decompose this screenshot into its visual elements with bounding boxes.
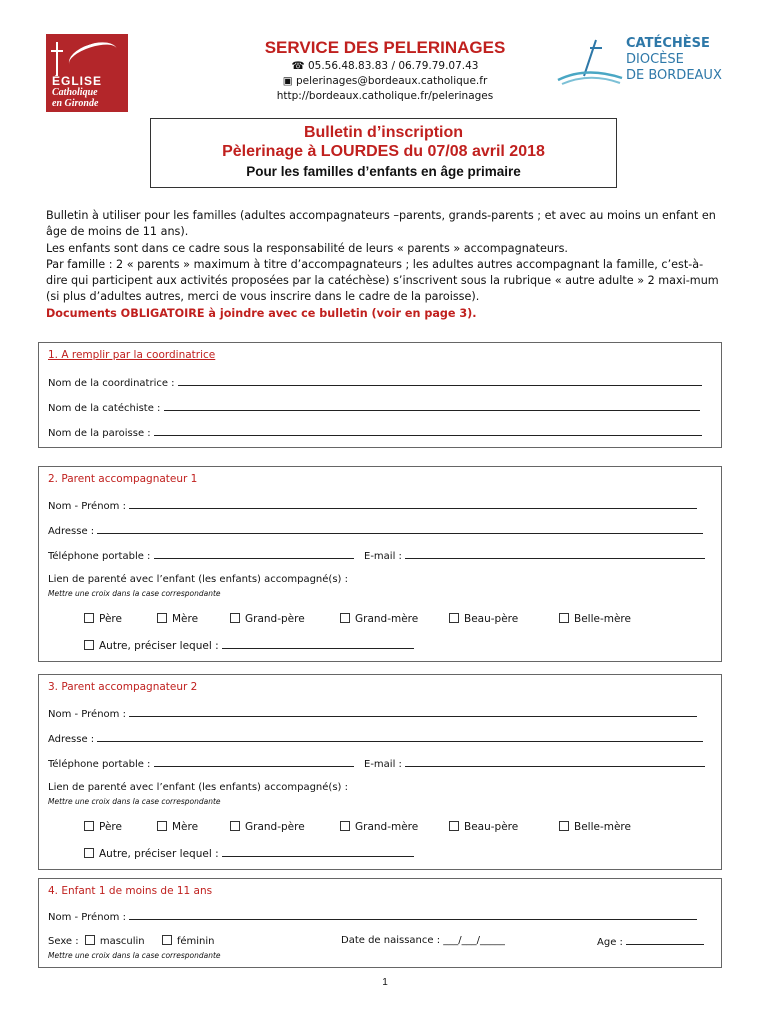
intro-p2: Les enfants sont dans ce cadre sous la responsabilité de leurs « parents » accompagnateurs. — [46, 241, 568, 255]
checkbox-icon[interactable] — [559, 613, 569, 623]
catechese-mark-icon — [556, 36, 624, 88]
phone-text: 05.56.48.83.83 / 06.79.79.07.43 — [307, 60, 479, 72]
parent1-tel-field[interactable] — [48, 549, 354, 562]
checkbox-pere[interactable] — [84, 821, 122, 833]
autre-line[interactable] — [222, 847, 414, 857]
parent1-nom-field[interactable] — [48, 499, 697, 512]
checkbox-grand-pere[interactable] — [230, 613, 305, 625]
adresse-label: Adresse : — [48, 526, 95, 537]
checkbox-icon[interactable] — [230, 613, 240, 623]
parent2-adresse-field[interactable] — [48, 732, 703, 745]
lien-note: Mettre une croix dans la case correspondante — [48, 797, 221, 806]
paroisse-label: Nom de la paroisse : — [48, 428, 151, 439]
checkbox-belle-mere[interactable] — [559, 821, 631, 833]
tel-line[interactable] — [154, 549, 354, 559]
section-coordinatrice — [38, 342, 722, 448]
parent2-tel-field[interactable] — [48, 757, 354, 770]
option-label: Beau-père — [464, 613, 519, 625]
adresse-label: Adresse : — [48, 734, 95, 745]
parent2-title: 3. Parent accompagnateur 2 — [48, 681, 198, 693]
service-title: SERVICE DES PELERINAGES — [264, 38, 506, 57]
parent1-email-field[interactable] — [364, 549, 705, 562]
enfant1-title: 4. Enfant 1 de moins de 11 ans — [48, 885, 213, 897]
sexe-label: Sexe : — [48, 936, 79, 947]
email-text[interactable]: pelerinages@bordeaux.catholique.fr — [295, 75, 488, 87]
nom-line[interactable] — [129, 910, 697, 920]
email-line-input[interactable] — [405, 549, 705, 559]
option-label: Grand-père — [245, 613, 305, 625]
option-label: Belle-mère — [574, 821, 631, 833]
section-parent1 — [38, 466, 722, 662]
checkbox-grand-mere[interactable] — [340, 613, 418, 625]
intro-p1: Bulletin à utiliser pour les familles (adultes accompagnateurs –parents, grands-parents ; et avec au moins un enfant en âge de moins de 11 ans). — [46, 209, 716, 239]
checkbox-grand-pere[interactable] — [230, 821, 305, 833]
page-number: 1 — [382, 977, 388, 988]
checkbox-icon[interactable] — [449, 821, 459, 831]
audience-subtitle: Pour les familles d’enfants en âge primaire — [246, 164, 521, 179]
tel-label: Téléphone portable : — [48, 759, 151, 770]
naissance-field[interactable] — [341, 935, 505, 946]
checkbox-icon[interactable] — [84, 613, 94, 623]
logo-line3: en Gironde — [52, 98, 99, 109]
checkbox-mere[interactable] — [157, 821, 198, 833]
checkbox-mere[interactable] — [157, 613, 198, 625]
section1-title: 1. A remplir par la coordinatrice — [48, 349, 216, 361]
email-label: E-mail : — [364, 759, 402, 770]
catechese-text: CATÉCHÈSE — [626, 36, 710, 51]
swoosh-icon — [65, 37, 120, 76]
option-label: Père — [99, 821, 122, 833]
checkbox-icon[interactable] — [449, 613, 459, 623]
checkbox-autre[interactable] — [84, 639, 414, 652]
lien-label: Lien de parenté avec l’enfant (les enfants) accompagné(s) : — [48, 782, 348, 793]
option-label: Belle-mère — [574, 613, 631, 625]
option-label: Autre, préciser lequel : — [99, 848, 219, 860]
checkbox-icon[interactable] — [84, 821, 94, 831]
lien-label: Lien de parenté avec l’enfant (les enfants) accompagné(s) : — [48, 574, 348, 585]
autre-line[interactable] — [222, 639, 414, 649]
option-label: Père — [99, 613, 122, 625]
intro-text — [46, 208, 721, 322]
nom-label: Nom - Prénom : — [48, 912, 126, 923]
title-box — [150, 118, 617, 188]
checkbox-beau-pere[interactable] — [449, 613, 518, 625]
checkbox-icon[interactable] — [559, 821, 569, 831]
paroisse-field[interactable] — [48, 426, 702, 439]
option-label: Autre, préciser lequel : — [99, 640, 219, 652]
checkbox-icon[interactable] — [84, 640, 94, 650]
enfant1-nom-field[interactable] — [48, 910, 697, 923]
parent1-adresse-field[interactable] — [48, 524, 703, 537]
adresse-line[interactable] — [97, 732, 703, 742]
coordinatrice-line[interactable] — [178, 376, 702, 386]
coordinatrice-label: Nom de la coordinatrice : — [48, 378, 175, 389]
age-line[interactable] — [626, 935, 704, 945]
paroisse-line[interactable] — [154, 426, 702, 436]
email-line-input[interactable] — [405, 757, 705, 767]
adresse-line[interactable] — [97, 524, 703, 534]
option-label: Grand-mère — [355, 821, 419, 833]
checkbox-icon[interactable] — [340, 821, 350, 831]
date-input[interactable]: ___/___/_____ — [443, 935, 506, 946]
nom-label: Nom - Prénom : — [48, 501, 126, 512]
checkbox-pere[interactable] — [84, 613, 122, 625]
cross-icon — [56, 42, 58, 76]
diocese-text: DIOCÈSE — [626, 52, 684, 67]
logo-line2: Catholique — [52, 87, 98, 98]
bordeaux-text: DE BORDEAUX — [626, 68, 722, 83]
intro-p3: Par famille : 2 « parents » maximum à titre d’accompagnateurs ; les adultes autres accompagnant la famille, c’est-à-dire qui participent aux activités proposées par la catéchèse) s’inscrivent sous la rubrique « autre adulte » 2 maxi-mum (si plus d’adultes autres, merci de vous inscrire dans le cadre de la paroisse). — [46, 257, 719, 304]
sexe-note: Mettre une croix dans la case correspondante — [48, 951, 221, 960]
option-label: Grand-père — [245, 821, 305, 833]
section-enfant1 — [38, 878, 722, 968]
logo-line1: ÉGLISE — [52, 74, 103, 88]
checkbox-icon[interactable] — [230, 821, 240, 831]
lien-note: Mettre une croix dans la case correspondante — [48, 589, 221, 598]
checkbox-icon[interactable] — [157, 821, 167, 831]
catechiste-line[interactable] — [164, 401, 700, 411]
option-label: Mère — [172, 821, 199, 833]
url-line[interactable]: http://bordeaux.catholique.fr/pelerinages — [276, 90, 494, 102]
checkbox-autre[interactable] — [84, 847, 414, 860]
tel-label: Téléphone portable : — [48, 551, 151, 562]
checkbox-masculin-icon[interactable] — [85, 935, 95, 945]
computer-icon: ▣ — [282, 75, 293, 87]
checkbox-feminin-icon[interactable] — [162, 935, 172, 945]
sexe-field — [48, 935, 214, 947]
section-parent2 — [38, 674, 722, 870]
naissance-label: Date de naissance : — [341, 935, 441, 946]
eglise-catholique-logo — [46, 34, 128, 112]
phone-icon: ☎ — [291, 60, 305, 72]
email-line — [200, 75, 570, 87]
age-label: Age : — [597, 937, 623, 948]
age-field[interactable] — [597, 935, 704, 948]
tel-line[interactable] — [154, 757, 354, 767]
pilgrimage-title: Pèlerinage à LOURDES du 07/08 avril 2018 — [222, 143, 545, 160]
option-label: Mère — [172, 613, 199, 625]
checkbox-beau-pere[interactable] — [449, 821, 518, 833]
bulletin-title: Bulletin d’inscription — [303, 124, 464, 141]
parent2-nom-field[interactable] — [48, 707, 697, 720]
catechiste-field[interactable] — [48, 401, 700, 414]
parent1-title: 2. Parent accompagnateur 1 — [48, 473, 198, 485]
masculin-label: masculin — [99, 936, 145, 947]
email-label: E-mail : — [364, 551, 402, 562]
checkbox-icon[interactable] — [84, 848, 94, 858]
catechiste-label: Nom de la catéchiste : — [48, 403, 161, 414]
catechese-logo — [556, 36, 736, 96]
checkbox-icon[interactable] — [157, 613, 167, 623]
checkbox-icon[interactable] — [340, 613, 350, 623]
checkbox-belle-mere[interactable] — [559, 613, 631, 625]
option-label: Grand-mère — [355, 613, 419, 625]
parent2-email-field[interactable] — [364, 757, 705, 770]
coordinatrice-field[interactable] — [48, 376, 702, 389]
feminin-label: féminin — [176, 936, 215, 947]
option-label: Beau-père — [464, 821, 519, 833]
nom-line[interactable] — [129, 499, 697, 509]
intro-required-docs: Documents OBLIGATOIRE à joindre avec ce bulletin (voir en page 3). — [46, 306, 477, 320]
checkbox-grand-mere[interactable] — [340, 821, 418, 833]
phone-line — [200, 60, 570, 72]
nom-label: Nom - Prénom : — [48, 709, 126, 720]
nom-line[interactable] — [129, 707, 697, 717]
